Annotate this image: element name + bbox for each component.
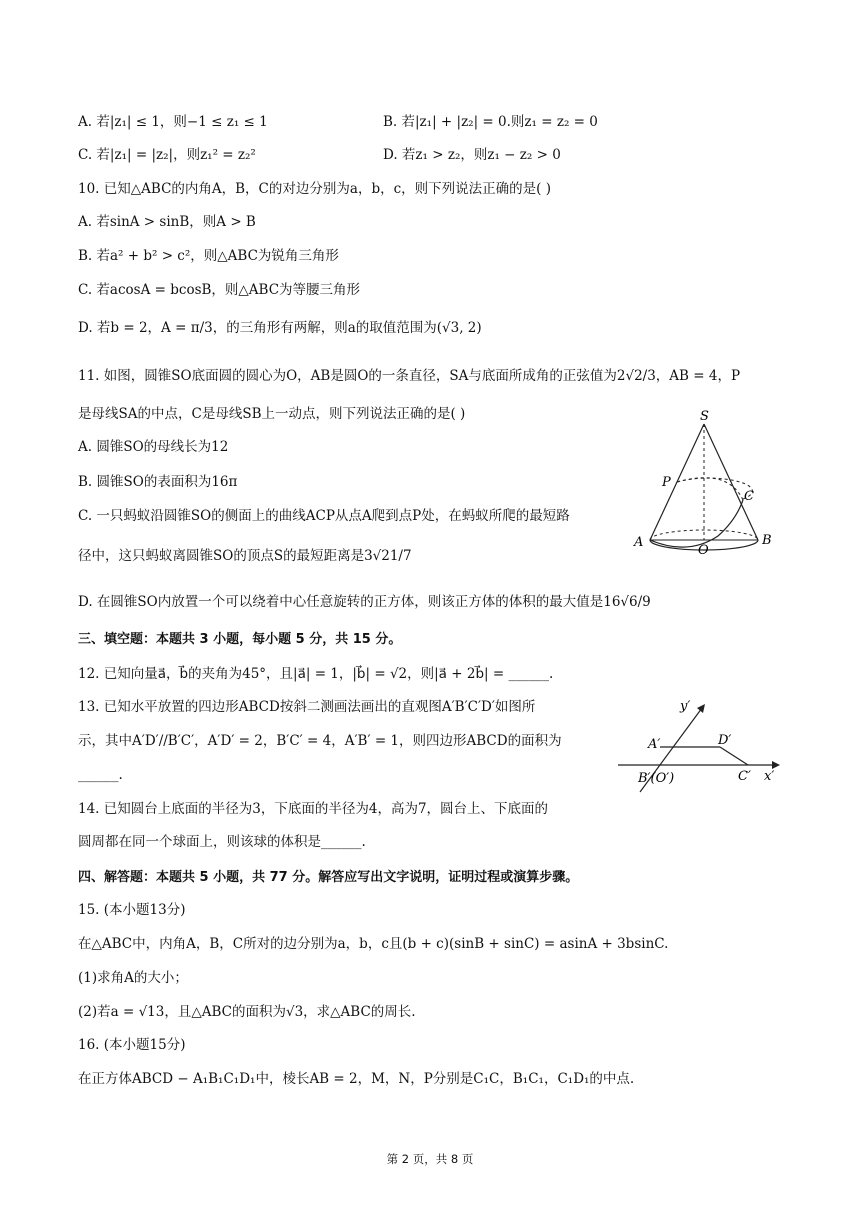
cone-figure [628,408,788,568]
q10-stem: 10. 已知△ABC的内角A，B，C的对边分别为a，b，c，则下列说法正确的是( ) [78,181,551,197]
q16-header: 16. (本小题15分) [78,1037,186,1053]
q11-option-b: B. 圆锥SO的表面积为16π [78,474,238,490]
q9-option-b: B. 若|z₁| + |z₂| = 0.则z₁ = z₂ = 0 [383,114,598,130]
cone-label-a: A [634,535,644,550]
q10-option-c: C. 若acosA = bcosB，则△ABC为等腰三角形 [78,282,361,298]
section-3-heading: 三、填空题：本题共 3 小题，每小题 5 分，共 15 分。 [78,632,402,647]
q15-part2: (2)若a = √13，且△ABC的面积为√3，求△ABC的周长. [78,1004,416,1020]
q12-stem: 12. 已知向量a⃗，b⃗的夹角为45°，且|a⃗| = 1，|b⃗| = √2，则|a⃗ + 2b⃗| = ______. [78,666,554,682]
q11-stem-line2: 是母线SA的中点，C是母线SB上一动点，则下列说法正确的是( ) [78,406,466,422]
q15-part1: (1)求角A的大小； [78,970,188,986]
q13-blank: ______. [78,767,123,783]
cone-label-b: B [762,533,772,548]
axis-label-a: A′ [648,737,661,752]
q11-option-c-line2: 径中，这只蚂蚁离圆锥SO的顶点S的最短距离是3√21/7 [78,548,412,564]
q11-option-a: A. 圆锥SO的母线长为12 [78,439,229,455]
page-footer: 第 2 页，共 8 页 [386,1152,474,1166]
oblique-axis-figure [608,694,788,796]
axis-label-d: D′ [718,733,732,748]
q11-option-c-line1: C. 一只蚂蚁沿圆锥SO的侧面上的曲线ACP从点A爬到点P处，在蚂蚁所爬的最短路 [78,508,570,524]
cone-label-s: S [700,409,709,424]
q13-stem-line1: 13. 已知水平放置的四边形ABCD按斜二测画法画出的直观图A′B′C′D′如图所 [78,699,536,715]
q14-stem-line1: 14. 已知圆台上底面的半径为3，下底面的半径为4，高为7，圆台上、下底面的 [78,801,549,817]
q10-option-d: D. 若b = 2，A = π/3，的三角形有两解，则a的取值范围为(√3, 2) [78,320,482,336]
q10-option-b: B. 若a² + b² > c²，则△ABC为锐角三角形 [78,248,339,264]
q9-option-c: C. 若|z₁| = |z₂|，则z₁² = z₂² [78,147,256,163]
q10-option-a: A. 若sinA > sinB，则A > B [78,214,256,230]
q11-stem-line1: 11. 如图，圆锥SO底面圆的圆心为O，AB是圆O的一条直径，SA与底面所成角的正弦值为2√2/3，AB = 4，P [78,368,741,384]
axis-label-b-origin: B′(O′) [638,771,675,786]
q9-option-a: A. 若|z₁| ≤ 1，则−1 ≤ z₁ ≤ 1 [78,114,268,130]
axis-label-x: x′ [764,769,775,784]
q13-stem-line2: 示，其中A′D′//B′C′，A′D′ = 2，B′C′ = 4，A′B′ = 1，则四边形ABCD的面积为 [78,733,562,749]
cone-label-o: O [698,543,709,558]
q11-option-d: D. 在圆锥SO内放置一个可以绕着中心任意旋转的正方体，则该正方体的体积的最大值是16√6/9 [78,594,651,610]
axis-label-c: C′ [738,769,751,784]
cone-label-p: P [662,475,671,490]
q16-stem: 在正方体ABCD − A₁B₁C₁D₁中，棱长AB = 2，M，N，P分别是C₁C，B₁C₁，C₁D₁的中点. [78,1071,635,1087]
q9-option-d: D. 若z₁ > z₂，则z₁ − z₂ > 0 [383,147,561,163]
q14-stem-line2: 圆周都在同一个球面上，则该球的体积是______. [78,834,366,850]
q15-stem: 在△ABC中，内角A，B，C所对的边分别为a，b，c且(b + c)(sinB + sinC) = asinA + 3bsinC. [78,936,669,952]
q15-header: 15. (本小题13分) [78,902,186,918]
section-4-heading: 四、解答题：本题共 5 小题，共 77 分。解答应写出文字说明，证明过程或演算步骤。 [78,870,579,885]
cone-label-c: C [744,489,754,504]
axis-label-y: y′ [680,699,691,714]
